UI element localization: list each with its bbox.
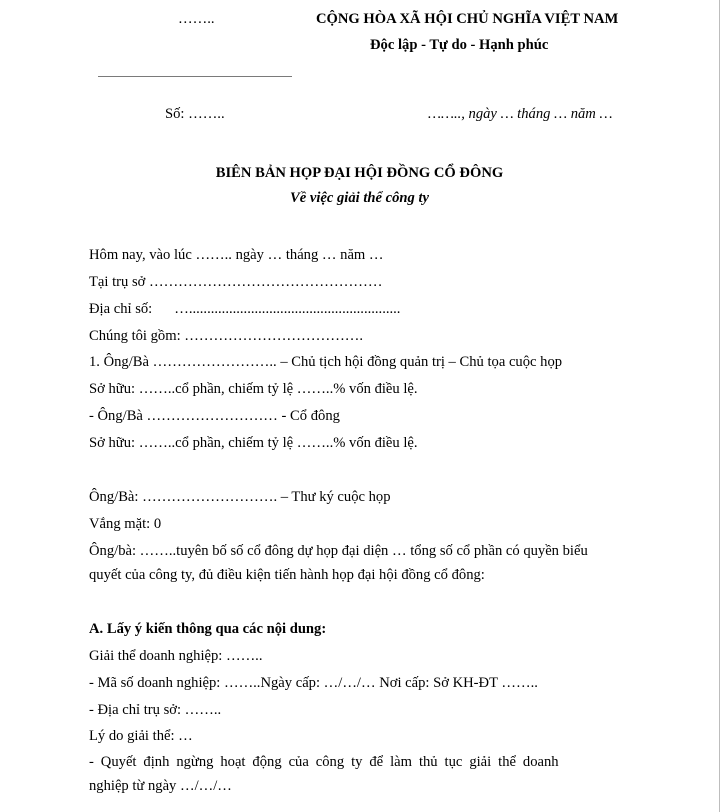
dissolve-line: Giải thể doanh nghiệp: …….. <box>89 648 263 664</box>
document-title: BIÊN BẢN HỌP ĐẠI HỘI ĐỒNG CỔ ĐÔNG <box>215 165 504 181</box>
national-motto: Độc lập - Tự do - Hạnh phúc <box>370 37 549 53</box>
announcement-line-1: Ông/bà: ……..tuyên bố số cổ đông dự họp đại diện … tổng số cổ phần có quyền biểu <box>89 543 588 559</box>
office-line: Tại trụ sở ………………………………………… <box>89 274 383 290</box>
org-name-blank: …….. <box>178 11 215 27</box>
document-subtitle: Về việc giải thể công ty <box>289 190 429 206</box>
tax-code-line: - Mã số doanh nghiệp: ……..Ngày cấp: …/…/… Nơi cấp: Sở KH-ĐT …….. <box>89 675 538 691</box>
secretary-line: Ông/Bà: ………………………. – Thư ký cuộc họp <box>89 489 391 505</box>
section-a-heading: A. Lấy ý kiến thông qua các nội dung: <box>89 621 327 637</box>
announcement-line-2: quyết của công ty, đủ điều kiện tiến hành họp đại hội đồng cổ đông: <box>89 567 485 583</box>
reason-line: Lý do giải thể: … <box>89 728 193 744</box>
head-office-line: - Địa chỉ trụ sở: …….. <box>89 702 222 718</box>
national-title: CỘNG HÒA XÃ HỘI CHỦ NGHĨA VIỆT NAM <box>316 11 619 27</box>
place-date: …….., ngày … tháng … năm … <box>428 106 613 122</box>
absent-line: Vắng mặt: 0 <box>89 516 162 532</box>
members-line: Chúng tôi gồm: ………………………………. <box>89 328 364 344</box>
member1-shares: Sở hữu: ……..cổ phần, chiếm tỷ lệ ……..% vốn điều lệ. <box>89 381 418 397</box>
header-divider <box>98 76 292 77</box>
member2-shares: Sở hữu: ……..cổ phần, chiếm tỷ lệ ……..% vốn điều lệ. <box>89 435 418 451</box>
document-number: Số: …….. <box>165 106 225 122</box>
address-line <box>89 301 400 318</box>
decision-line-2: nghiệp từ ngày …/…/… <box>89 778 232 794</box>
address-label: Địa chỉ số: <box>89 301 153 317</box>
member2-line: - Ông/Bà ……………………… - Cổ đông <box>89 408 340 424</box>
meeting-time-line: Hôm nay, vào lúc …….. ngày … tháng … năm … <box>89 247 384 263</box>
address-dots: ….......................................................... <box>174 301 401 317</box>
decision-line-1: - Quyết định ngừng hoạt động của công ty để làm thủ tục giải thể doanh <box>89 754 559 770</box>
member1-line: 1. Ông/Bà …………………….. – Chủ tịch hội đồng quản trị – Chủ tọa cuộc họp <box>89 354 563 370</box>
